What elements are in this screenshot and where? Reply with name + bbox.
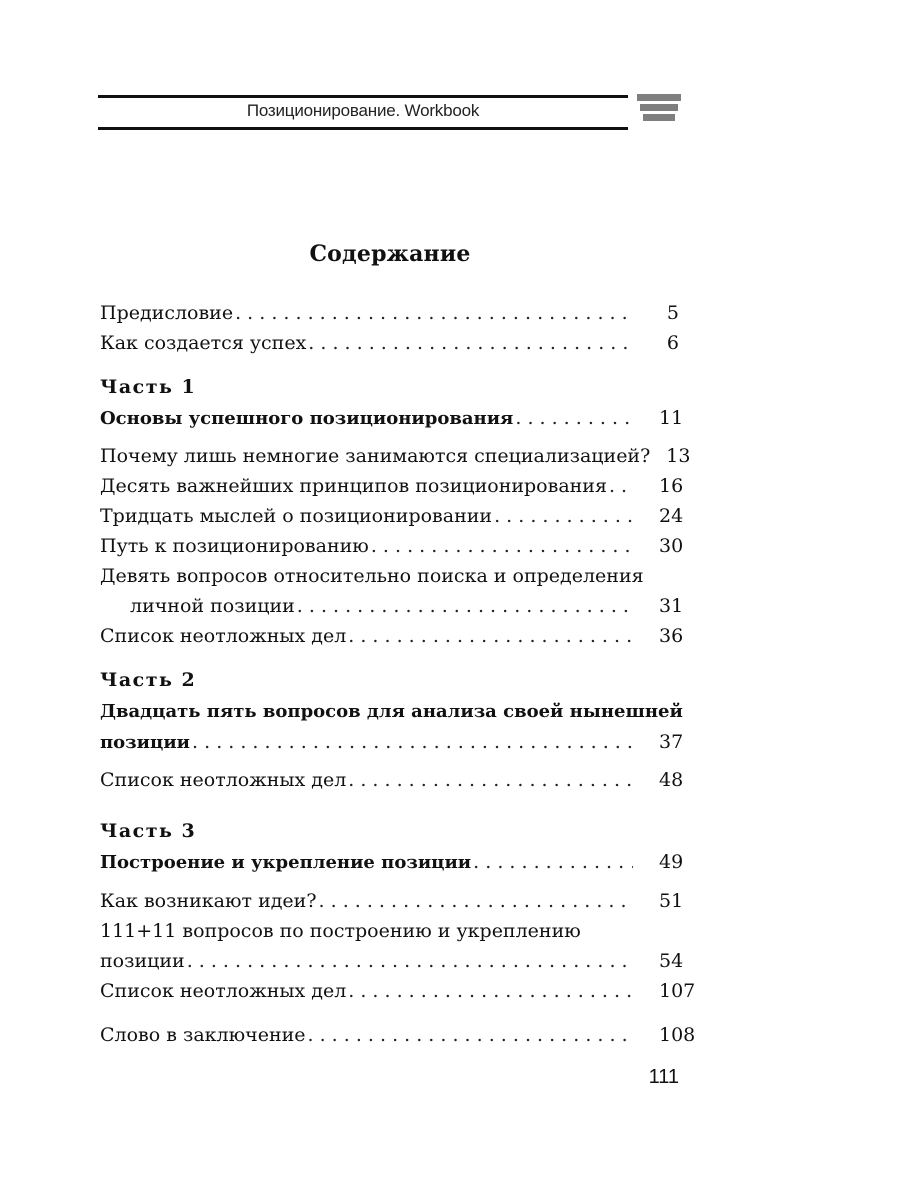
toc-entry[interactable] — [100, 501, 684, 531]
leader-dots — [515, 403, 633, 433]
toc-page-number: 5 — [666, 302, 679, 324]
toc-section-entry[interactable] — [100, 697, 684, 757]
toc-page-number: 11 — [659, 407, 684, 429]
part-heading: Часть 3 — [100, 820, 197, 842]
leader-dots — [609, 471, 633, 501]
toc-title: Содержание — [309, 241, 471, 267]
toc-page-number: 107 — [659, 980, 696, 1002]
toc-page-number: 6 — [666, 332, 679, 354]
toc-page-number: 49 — [659, 851, 684, 873]
toc-entry-label: Построение и укрепление позиции — [100, 852, 472, 873]
toc-entry-label-line1: Двадцать пять вопросов для анализа своей нынешней — [100, 701, 683, 722]
toc-section-entry[interactable] — [100, 847, 684, 877]
toc-entry-label: Список неотложных дел — [100, 769, 347, 791]
toc-page-number: 24 — [659, 505, 684, 527]
toc-entry-label-line1: 111+11 вопросов по построению и укреплению — [100, 920, 581, 942]
toc-entry-label: личной позиции — [130, 595, 295, 617]
toc-page-number: 13 — [666, 445, 691, 467]
toc-entry[interactable] — [100, 916, 684, 976]
page-number: 111 — [648, 1066, 679, 1088]
leader-dots — [348, 621, 633, 651]
toc-entry-label: Как создается успех — [100, 332, 307, 354]
toc-entry[interactable] — [100, 1020, 696, 1050]
toc-entry[interactable] — [100, 471, 684, 501]
toc-page-number: 51 — [659, 890, 684, 912]
toc-entry-label: Список неотложных дел — [100, 980, 347, 1002]
toc-entry-label: Предисловие — [100, 302, 234, 324]
leader-dots — [235, 298, 633, 328]
toc-section-entry[interactable] — [100, 403, 684, 433]
toc-entry[interactable] — [100, 886, 684, 916]
toc-entry-label: Слово в заключение — [100, 1024, 306, 1046]
leader-dots — [319, 886, 633, 916]
toc-entry[interactable] — [100, 328, 679, 358]
toc-entry[interactable] — [100, 531, 684, 561]
toc-entry[interactable] — [100, 298, 679, 328]
leader-dots — [187, 946, 633, 976]
toc-page-number: 30 — [659, 535, 684, 557]
part-heading: Часть 2 — [100, 669, 197, 691]
toc-entry[interactable] — [100, 765, 684, 795]
toc-entry-label: Почему лишь немногие занимаются специализацией? — [100, 445, 651, 467]
toc-entry[interactable] — [100, 976, 696, 1006]
leader-dots — [308, 1020, 633, 1050]
toc-entry[interactable] — [100, 561, 684, 621]
toc-page-number: 37 — [659, 731, 684, 753]
toc-page-number: 48 — [659, 769, 684, 791]
toc-entry[interactable] — [100, 441, 691, 471]
running-head: Позиционирование. Workbook — [246, 101, 480, 120]
leader-dots — [371, 531, 633, 561]
toc-page-number: 31 — [659, 595, 684, 617]
toc-entry-label-line1: Девять вопросов относительно поиска и определения — [100, 565, 644, 587]
toc-entry[interactable] — [100, 621, 684, 651]
leader-dots — [473, 847, 633, 877]
header-rule-bottom — [98, 127, 628, 130]
toc-entry-label: Путь к позиционированию — [100, 535, 369, 557]
toc-entry-label: Список неотложных дел — [100, 625, 347, 647]
toc-page-number: 16 — [659, 475, 684, 497]
leader-dots — [192, 727, 633, 757]
toc-page-number: 54 — [659, 950, 684, 972]
header-rule-top — [98, 95, 628, 98]
toc-page-number: 108 — [659, 1024, 696, 1046]
section-tab-marker-icon — [637, 94, 681, 124]
part-heading: Часть 1 — [100, 376, 197, 398]
leader-dots — [297, 591, 633, 621]
leader-dots — [348, 765, 633, 795]
toc-entry-label: Тридцать мыслей о позиционировании — [100, 505, 493, 527]
toc-entry-label: Десять важнейших принципов позиционирования — [100, 475, 607, 497]
leader-dots — [494, 501, 633, 531]
leader-dots — [348, 976, 633, 1006]
toc-entry-label: позиции — [100, 950, 185, 972]
toc-entry-label: позиции — [100, 732, 191, 753]
toc-page-number: 36 — [659, 625, 684, 647]
toc-entry-label: Как возникают идеи? — [100, 890, 317, 912]
leader-dots — [308, 328, 633, 358]
toc-entry-label: Основы успешного позиционирования — [100, 408, 514, 429]
